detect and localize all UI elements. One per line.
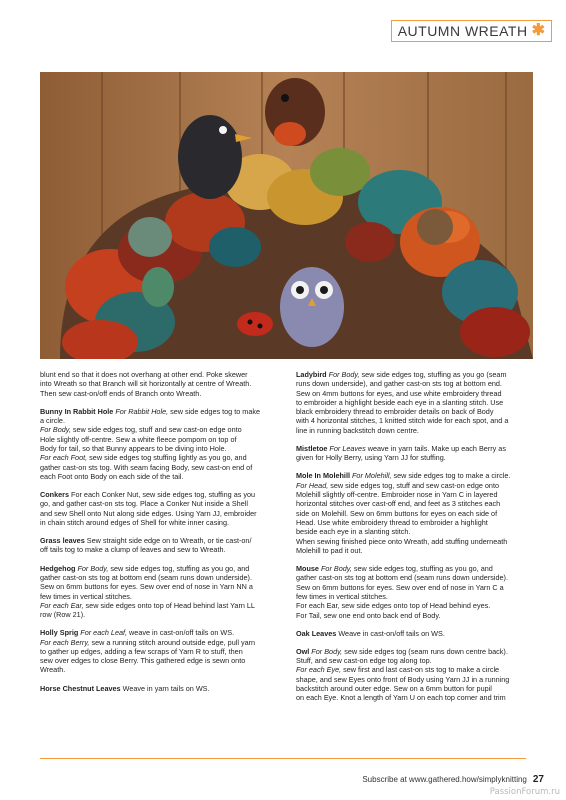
owl-eye-label: For each Eye, [296,665,342,675]
text-line: horizontal stitches over cast-off end, and feet as 3 stitches each [296,499,501,509]
text-line: line in running backstitch down centre. [296,425,419,435]
text-span: sew first and last cast-on sts tog to make a circle [341,665,500,675]
mole-section [296,471,528,555]
section-title: AUTUMN WREATH [397,23,528,39]
text-span: sew side edges tog (seam runs down centre back). [342,646,508,656]
text-line: a circle. [40,416,65,426]
grass-heading: Grass leaves [40,536,85,546]
text-line: black embroidery thread to embroider details on back of Body [296,407,494,417]
text-line: gather cast-on sts tog. With seam facing Body, sew cast-on end of [40,462,253,472]
text-span: Weave in cast-on/off tails on WS. [336,628,445,638]
conkers-heading: Conkers [40,490,70,500]
text-line: gather cast-on sts tog at bottom end (seam runs down underside). [296,573,508,583]
mole-heading: Mole In Molehill [296,471,350,481]
text-line [40,407,272,416]
text-line: Stuff, and sew cast-on edge tog along top. [296,656,432,666]
owl-lead: For Body, [309,646,343,656]
text-line: runs down underside), and gather cast-on sts tog at bottom end. [296,379,502,389]
text-line: Head. Use white embroidery thread to embroider a highlight [296,517,488,527]
text-line: off tails tog to make a clump of leaves and sew to Wreath. [40,545,226,555]
holly-section [40,628,272,674]
text-line: with 4 horizontal stitches, 1 knitted stitch wide for each spot, and a [296,416,509,426]
text-line: backstitch around outer edge. Sew on a 6mm button for pupil [296,684,492,694]
text-line: gather cast-on sts tog at bottom end (seam runs down underside). [40,572,252,582]
bunny-heading: Bunny In Rabbit Hole [40,406,114,416]
text-line [40,564,272,573]
text-line: Then sew cast-on/off ends of Branch onto Wreath. [40,388,202,398]
text-line: Hole slightly off-centre. Sew a white fleece pompom on top of [40,434,237,444]
mistletoe-lead: For Leaves [327,443,366,453]
text-span: sew a running stitch around outside edge, pull yarn [89,637,256,647]
ladybird-heading: Ladybird [296,370,327,379]
text-line: few times in vertical stitches. [296,591,388,601]
text-line: to embroider a highlight beside each eye in a slanting stitch. Use [296,397,504,407]
mouse-section [296,564,528,620]
page-number: 27 [532,774,544,785]
holly-heading: Holly Sprig [40,628,79,638]
text-line: row (Row 21). [40,610,86,620]
text-line: Sew on 6mm buttons for eyes. Sew over end of nose in Yarn NN a [40,582,253,592]
horse-chestnut-heading: Horse Chestnut Leaves [40,683,121,693]
ladybird-lead: For Body, [326,370,360,379]
text-span: Sew straight side edge on to Wreath, or tie cast-on/ [84,536,252,546]
text-line: into Wreath so that Branch will sit horizontally at centre of Wreath. [40,379,252,389]
text-line [296,647,528,656]
mistletoe-heading: Mistletoe [296,443,328,453]
owl-section [296,647,528,703]
text-line [296,471,528,480]
bunny-foot-label: For each Foot, [40,453,88,463]
oak-heading: Oak Leaves [296,628,337,638]
horse-chestnut-section [40,684,272,693]
text-line: When sewing finished piece onto Wreath, add stuffing underneath [296,536,508,546]
text-line [40,425,272,434]
mole-head-label: For Head, [296,480,329,490]
section-header-box [391,20,552,42]
text-span: sew side edges tog stuffing lightly as you go, and [87,453,247,463]
bunny-lead: For Rabbit Hole, [115,406,169,416]
asterisk-star-icon: ✱ [531,22,545,39]
text-line: each Foot onto Body on each side of the tail. [40,471,184,481]
text-line: Body for tail, so that Bunny appears to be diving into Hole. [40,443,227,453]
text-span: weave in cast-on/off tails on WS. [127,628,235,638]
grass-section [40,536,272,555]
bunny-body-label: For Body, [40,425,71,435]
text-span: sew side edges tog, stuffing as you go, and [108,563,250,573]
text-line [296,665,528,674]
hedgehog-lead: For Body, [75,563,109,573]
hedgehog-section [40,564,272,620]
text-line: given for Holly Berry, using Yarn JJ for stuffing. [296,453,446,463]
mouse-lead: For Body, [318,564,352,574]
conkers-section [40,490,272,527]
text-line: For Tail, sew one end onto back end of Body. [296,610,441,620]
text-line [40,628,272,637]
text-line: on each Eye. Knot a length of Yarn U on each top corner and trim [296,693,506,703]
intro-paragraph [40,370,272,398]
text-line: sew over edges to close Berry. This gathered edge is sewn onto [40,656,246,666]
knitted-wreath-photo [40,72,533,359]
text-line: For each Ear, sew side edges onto top of Head behind eyes. [296,601,491,611]
text-line [40,684,272,693]
text-line: Wreath. [40,665,66,675]
text-span: For each Conker Nut, sew side edges tog, stuffing as you [69,490,256,500]
holly-berry-label: For each Berry, [40,637,90,647]
text-span: sew side edges onto top of Head behind last Yarn LL [83,600,255,610]
hedgehog-heading: Hedgehog [40,563,76,573]
text-line [296,444,528,453]
text-line: Sew on 4mm buttons for eyes, and use white embroidery thread [296,388,502,398]
text-line [296,481,528,490]
text-line [296,564,528,573]
mole-lead: For Molehill, [349,471,392,481]
text-line [296,370,528,379]
text-line: Molehill to pad it out. [296,545,363,555]
text-line: beside each eye in a slanting stitch. [296,527,411,537]
oak-section [296,629,528,638]
text-line [40,638,272,647]
text-line: shape, and sew Eyes onto front of Body using Yarn JJ in a running [296,674,510,684]
left-column [40,370,272,702]
text-span: sew side edges tog, stuffing as you go (seam [359,370,507,379]
section-header [391,18,552,44]
text-line: Molehill slightly off-centre. Embroider nose in Yarn C in layered [296,490,498,500]
text-line: in chain stitch around edges of Shell for white inner casing. [40,517,230,527]
text-span: sew side edges tog to make [168,406,261,416]
text-line: blunt end so that it does not overhang at other end. Poke skewer [40,370,248,379]
text-line: few times in vertical stitches. [40,591,132,601]
text-span: sew side edges tog, stuff and sew cast-on edge onto [70,425,242,435]
hedgehog-ear-label: For each Ear, [40,600,84,610]
text-line [40,536,272,545]
text-line: to gather up edges, adding a few scraps of Yarn R to stuff, then [40,646,243,656]
text-line [40,601,272,610]
text-span: Weave in yarn tails on WS. [120,683,210,693]
text-line [296,629,528,638]
wreath-photo-illustration [40,72,533,359]
text-line: Sew on 6mm buttons for eyes. Sew over end of nose in Yarn C a [296,582,504,592]
mouse-heading: Mouse [296,564,319,574]
text-line [40,490,272,499]
text-line: side on Molehill. Sew on 6mm buttons for eyes on each side of [296,508,498,518]
ladybird-section [296,370,528,435]
text-span: sew side edges tog, stuff and sew cast-on edge onto [328,480,500,490]
mistletoe-section [296,444,528,463]
text-span: weave in yarn tails. Make up each Berry as [365,443,506,453]
watermark: PassionForum.ru [489,787,560,797]
text-line: go, and gather cast-on sts tog. Place a Conker Nut inside a Shell [40,499,248,509]
subscribe-link[interactable]: Subscribe at www.gathered.how/simplyknitting [362,775,527,784]
bunny-section [40,407,272,481]
footer-divider [40,758,526,759]
text-line [40,453,272,462]
text-line: and sew Shell onto Nut along side edges. Using Yarn JJ, embroider [40,508,257,518]
text-span: sew side edges tog, stuffing as you go, and [351,564,493,574]
text-span: sew side edges tog to make a circle. [391,471,511,481]
page-footer [362,774,544,785]
owl-heading: Owl [296,646,310,656]
holly-lead: For each Leaf, [78,628,128,638]
right-column [296,370,528,712]
